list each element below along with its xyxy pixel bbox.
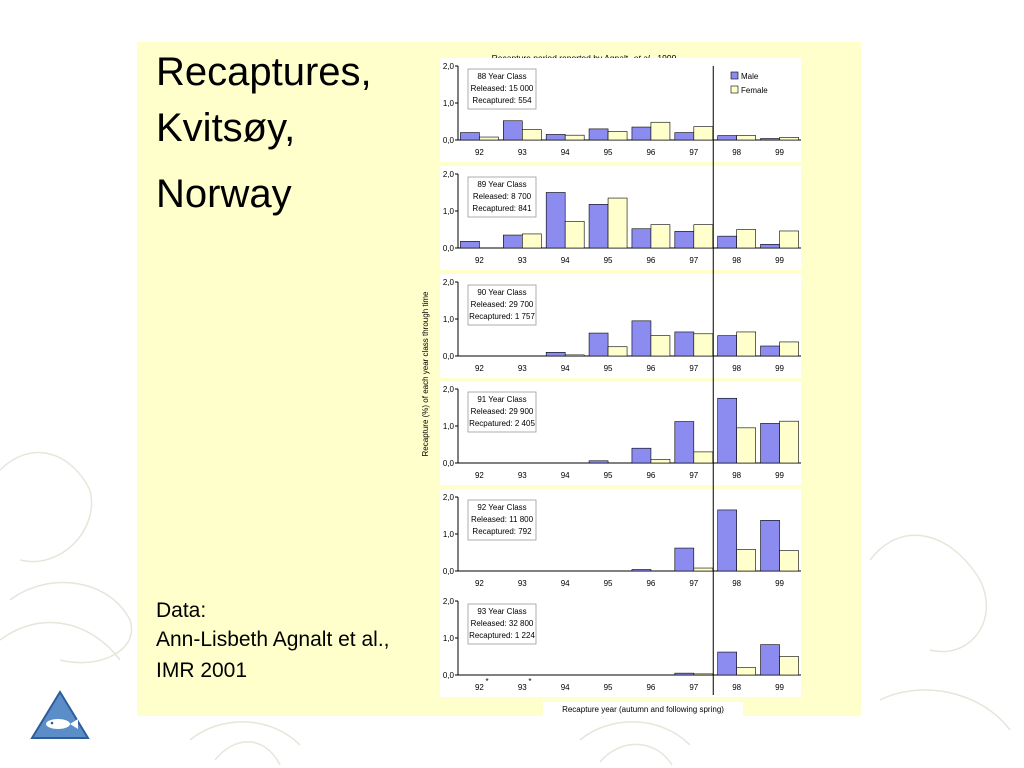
y-tick-label: 0,0: [442, 671, 454, 680]
x-tick-label: 97: [689, 256, 699, 265]
bar-male-98: [718, 336, 737, 356]
year-class-label-line: Recpatured: 2 405: [469, 419, 535, 428]
bar-male-94: [546, 193, 565, 249]
bar-male-98: [718, 398, 737, 463]
y-tick-label: 0,0: [442, 244, 454, 253]
x-tick-label: 96: [646, 148, 656, 157]
year-class-label-line: Released: 15 000: [470, 84, 534, 93]
bar-female-99: [780, 421, 799, 463]
slide-title-line-3: Norway: [156, 172, 292, 216]
x-tick-label: 97: [689, 148, 699, 157]
x-tick-label: 94: [560, 256, 570, 265]
x-tick-label: 94: [560, 683, 570, 692]
bar-male-93: [503, 235, 522, 248]
bar-female-96: [651, 122, 670, 140]
x-tick-label: 97: [689, 683, 699, 692]
bar-female-93: [522, 234, 541, 248]
bar-male-98: [718, 652, 737, 675]
panel-2: [440, 274, 801, 378]
x-tick-label: 93: [517, 148, 527, 157]
x-tick-label: 99: [775, 256, 785, 265]
y-tick-label: 2,0: [442, 385, 454, 394]
legend-label-female: Female: [741, 86, 768, 95]
x-tick-label: 95: [603, 471, 613, 480]
bar-male-97: [675, 548, 694, 571]
x-tick-label: 96: [646, 683, 656, 692]
data-credit-line-3: IMR 2001: [156, 659, 248, 682]
x-tick-label: 97: [689, 471, 699, 480]
x-tick-label: 95: [603, 683, 613, 692]
x-tick-label: 99: [775, 471, 785, 480]
bar-female-98: [737, 668, 756, 675]
bar-female-94: [565, 135, 584, 140]
year-class-label-line: 93 Year Class: [477, 607, 527, 616]
bar-male-96: [632, 321, 651, 356]
bar-male-98: [718, 136, 737, 140]
year-class-label-line: Released: 32 800: [470, 619, 534, 628]
bar-female-97: [694, 452, 713, 463]
bar-male-97: [675, 422, 694, 463]
bar-female-97: [694, 334, 713, 356]
bar-female-97: [694, 225, 713, 248]
y-tick-label: 1,0: [442, 422, 454, 431]
x-tick-label: 95: [603, 364, 613, 373]
x-tick-label: 93: [517, 471, 527, 480]
y-tick-label: 2,0: [442, 62, 454, 71]
bar-male-99: [761, 520, 780, 571]
x-tick-label: 94: [560, 579, 570, 588]
data-credit-line-2: Ann-Lisbeth Agnalt et al.,: [156, 628, 390, 651]
bar-male-97: [675, 133, 694, 140]
bar-female-94: [565, 221, 584, 248]
x-tick-label: 98: [732, 683, 742, 692]
bar-male-95: [589, 204, 608, 248]
bar-male-95: [589, 461, 608, 463]
bar-male-99: [761, 645, 780, 675]
x-tick-label: 96: [646, 256, 656, 265]
x-axis-label: Recapture year (autumn and following spring): [562, 705, 724, 714]
bar-female-97: [694, 127, 713, 140]
bar-female-97: [694, 674, 713, 675]
bar-male-97: [675, 673, 694, 675]
year-class-label-line: Recaptured: 1 224: [469, 631, 535, 640]
y-tick-label: 2,0: [442, 597, 454, 606]
x-tick-label: 93: [517, 683, 527, 692]
panel-4: [440, 489, 801, 593]
y-tick-label: 0,0: [442, 459, 454, 468]
x-tick-label: 92: [474, 683, 484, 692]
year-class-label-line: 90 Year Class: [477, 288, 527, 297]
x-tick-label: 98: [732, 148, 742, 157]
year-class-label-line: Released: 29 700: [470, 300, 534, 309]
y-tick-label: 1,0: [442, 207, 454, 216]
bar-female-98: [737, 550, 756, 571]
y-tick-label: 1,0: [442, 530, 454, 539]
y-tick-label: 2,0: [442, 170, 454, 179]
bar-female-99: [780, 657, 799, 676]
x-tick-label: 98: [732, 364, 742, 373]
year-class-label-line: Recaptured: 792: [472, 527, 532, 536]
footnote-mark: *: [485, 677, 489, 686]
x-tick-label: 94: [560, 364, 570, 373]
slide-title-line-1: Recaptures,: [156, 50, 372, 94]
year-class-label-line: 88 Year Class: [477, 72, 527, 81]
bar-male-97: [675, 332, 694, 356]
y-tick-label: 1,0: [442, 99, 454, 108]
bar-female-98: [737, 428, 756, 463]
year-class-label-line: 91 Year Class: [477, 395, 527, 404]
bar-male-94: [546, 134, 565, 140]
bar-female-99: [780, 551, 799, 571]
year-class-label-line: Recaptured: 841: [472, 204, 532, 213]
x-tick-label: 98: [732, 579, 742, 588]
bar-female-92: [479, 137, 498, 140]
x-tick-label: 94: [560, 471, 570, 480]
x-tick-label: 99: [775, 148, 785, 157]
x-tick-label: 99: [775, 683, 785, 692]
x-tick-label: 92: [474, 471, 484, 480]
bar-male-93: [503, 121, 522, 140]
bar-female-98: [737, 136, 756, 140]
x-tick-label: 98: [732, 256, 742, 265]
bar-female-99: [780, 137, 799, 140]
bar-female-96: [651, 225, 670, 248]
bar-male-95: [589, 333, 608, 356]
bar-female-95: [608, 131, 627, 140]
y-tick-label: 1,0: [442, 315, 454, 324]
bar-male-96: [632, 127, 651, 140]
bar-male-95: [589, 129, 608, 140]
x-tick-label: 95: [603, 579, 613, 588]
x-tick-label: 92: [474, 256, 484, 265]
x-tick-label: 96: [646, 364, 656, 373]
bar-male-94: [546, 352, 565, 356]
x-tick-label: 97: [689, 579, 699, 588]
y-tick-label: 0,0: [442, 136, 454, 145]
bar-male-98: [718, 510, 737, 571]
legend-swatch-male: [731, 72, 738, 79]
x-tick-label: 96: [646, 579, 656, 588]
bar-female-98: [737, 332, 756, 356]
bar-male-96: [632, 229, 651, 248]
chart-panels: [440, 58, 801, 697]
bar-male-96: [632, 570, 651, 571]
y-tick-label: 2,0: [442, 493, 454, 502]
panel-5: [440, 593, 801, 697]
year-class-label-line: Recaptured: 1 757: [469, 312, 535, 321]
y-axis-label: Recapture (%) of each year class through time: [421, 291, 430, 457]
y-tick-label: 0,0: [442, 567, 454, 576]
bar-male-97: [675, 231, 694, 248]
x-tick-label: 95: [603, 256, 613, 265]
bar-female-93: [522, 130, 541, 140]
legend-swatch-female: [731, 86, 738, 93]
bar-female-95: [608, 198, 627, 248]
bar-female-96: [651, 336, 670, 356]
bar-female-96: [651, 459, 670, 463]
bar-male-92: [460, 241, 479, 248]
y-tick-label: 0,0: [442, 352, 454, 361]
panel-3: [440, 381, 801, 485]
x-tick-label: 94: [560, 148, 570, 157]
x-tick-label: 93: [517, 579, 527, 588]
bar-female-97: [694, 568, 713, 571]
x-tick-label: 93: [517, 256, 527, 265]
footnote-mark: *: [528, 677, 532, 686]
bar-male-99: [761, 139, 780, 140]
year-class-label-line: Recaptured: 554: [472, 96, 532, 105]
x-tick-label: 99: [775, 579, 785, 588]
panel-1: [440, 166, 801, 270]
bar-female-95: [608, 347, 627, 356]
bar-female-98: [737, 230, 756, 249]
bar-female-99: [780, 231, 799, 248]
x-tick-label: 95: [603, 148, 613, 157]
year-class-label-line: Released: 11 800: [470, 515, 534, 524]
year-class-label-line: Released: 29 900: [470, 407, 534, 416]
year-class-label-line: Released: 8 700: [472, 192, 532, 201]
bar-male-92: [460, 133, 479, 140]
bar-male-99: [761, 346, 780, 356]
bar-female-94: [565, 355, 584, 356]
bar-male-98: [718, 236, 737, 248]
x-tick-label: 93: [517, 364, 527, 373]
bar-female-99: [780, 342, 799, 356]
data-credit-line-1: Data:: [156, 599, 207, 622]
bar-male-99: [761, 423, 780, 463]
x-tick-label: 92: [474, 148, 484, 157]
legend-label-male: Male: [741, 72, 759, 81]
x-tick-label: 92: [474, 579, 484, 588]
y-tick-label: 1,0: [442, 634, 454, 643]
bar-male-96: [632, 448, 651, 463]
slide-title-line-2: Kvitsøy,: [156, 106, 296, 150]
x-tick-label: 98: [732, 471, 742, 480]
year-class-label-line: 92 Year Class: [477, 503, 527, 512]
x-tick-label: 97: [689, 364, 699, 373]
x-tick-label: 96: [646, 471, 656, 480]
x-tick-label: 99: [775, 364, 785, 373]
x-tick-label: 92: [474, 364, 484, 373]
bar-male-99: [761, 244, 780, 248]
year-class-label-line: 89 Year Class: [477, 180, 527, 189]
y-tick-label: 2,0: [442, 278, 454, 287]
